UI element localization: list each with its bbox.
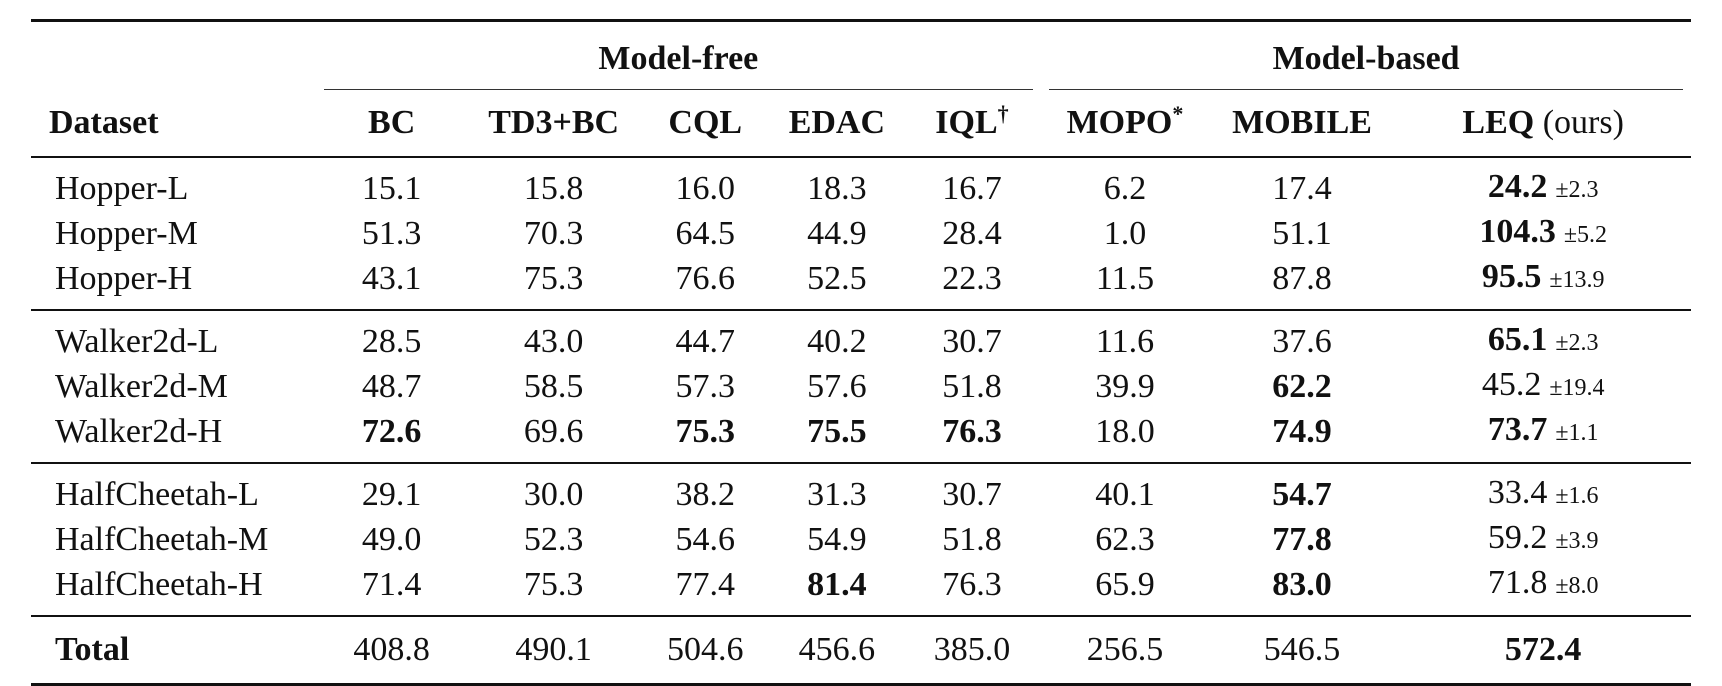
value-cell: 28.4 (942, 214, 1002, 252)
mopo-star-mark: * (1172, 101, 1184, 126)
col-header-cql: CQL (668, 104, 743, 141)
leq-std: ±2.3 (1555, 330, 1599, 356)
leq-value: 59.2 (1487, 519, 1548, 556)
leq-cell (1395, 463, 1691, 517)
table-row (31, 463, 1691, 517)
total-cell: 256.5 (1086, 631, 1164, 668)
mopo-label: MOPO (1066, 104, 1173, 141)
table-row (31, 157, 1691, 211)
total-cell: 504.6 (666, 631, 744, 668)
value-cell: 58.5 (523, 367, 584, 405)
value-cell: 65.9 (1095, 565, 1155, 603)
value-cell: 76.3 (942, 565, 1002, 603)
leq-std: ±1.6 (1555, 483, 1599, 509)
results-table (31, 19, 1691, 686)
dataset-cell: HalfCheetah-M (55, 520, 269, 558)
value-cell: 51.8 (942, 520, 1002, 558)
value-cell: 83.0 (1272, 565, 1332, 603)
total-row (31, 616, 1691, 685)
leq-std: ±8.0 (1555, 573, 1599, 599)
leq-cell (1395, 517, 1691, 562)
group-header-model-based: Model-based (1041, 21, 1691, 91)
value-cell: 30.0 (523, 475, 584, 513)
col-header-mobile: MOBILE (1232, 104, 1372, 141)
value-cell: 15.1 (361, 169, 422, 207)
dataset-cell: HalfCheetah-L (55, 475, 259, 513)
table-row (31, 409, 1691, 463)
value-cell: 37.6 (1272, 322, 1332, 360)
value-cell: 75.3 (523, 565, 584, 603)
dataset-cell: Hopper-M (55, 214, 198, 252)
leq-cell (1395, 211, 1691, 256)
col-header-edac: EDAC (788, 104, 886, 141)
value-cell: 54.6 (675, 520, 735, 558)
value-cell: 51.3 (361, 214, 422, 252)
leq-value: 33.4 (1487, 474, 1548, 511)
total-label: Total (55, 631, 130, 668)
value-cell: 16.0 (675, 169, 735, 207)
value-cell: 43.0 (523, 322, 584, 360)
value-cell: 76.3 (942, 412, 1002, 450)
value-cell: 54.7 (1272, 475, 1332, 513)
leq-std: ±13.9 (1549, 267, 1605, 293)
col-header-leq (1395, 90, 1691, 157)
col-header-bc: BC (368, 104, 416, 141)
value-cell: 43.1 (361, 259, 422, 297)
value-cell: 11.6 (1095, 322, 1155, 360)
col-header-dataset: Dataset (49, 104, 159, 141)
value-cell: 62.3 (1095, 520, 1155, 558)
value-cell: 76.6 (675, 259, 735, 297)
dataset-cell: Hopper-L (55, 169, 189, 207)
value-cell: 52.5 (807, 259, 867, 297)
leq-std: ±1.1 (1555, 420, 1599, 446)
total-cell: 408.8 (353, 631, 430, 668)
value-cell: 18.0 (1095, 412, 1155, 450)
total-cell: 490.1 (515, 631, 592, 668)
iql-label: IQL (935, 104, 998, 141)
value-cell: 11.5 (1095, 259, 1155, 297)
value-cell: 72.6 (361, 412, 422, 450)
leq-std: ±5.2 (1563, 222, 1607, 248)
value-cell: 39.9 (1095, 367, 1155, 405)
value-cell: 75.3 (675, 412, 735, 450)
value-cell: 69.6 (523, 412, 584, 450)
leq-value: 24.2 (1487, 168, 1548, 205)
leq-value: 95.5 (1481, 258, 1542, 295)
value-cell: 57.3 (675, 367, 735, 405)
value-cell: 75.5 (807, 412, 867, 450)
value-cell: 30.7 (942, 322, 1002, 360)
value-cell: 15.8 (523, 169, 584, 207)
dataset-cell: HalfCheetah-H (55, 565, 263, 603)
leq-cell (1395, 409, 1691, 463)
column-header-row (31, 90, 1691, 157)
col-header-td3bc: TD3+BC (488, 104, 620, 141)
value-cell: 62.2 (1272, 367, 1332, 405)
table-row (31, 211, 1691, 256)
value-cell: 48.7 (361, 367, 422, 405)
value-cell: 28.5 (361, 322, 422, 360)
iql-dagger-mark: † (997, 101, 1009, 126)
halfcheetah-block (31, 463, 1691, 616)
leq-cell (1395, 562, 1691, 616)
value-cell: 87.8 (1272, 259, 1332, 297)
hopper-block (31, 157, 1691, 310)
leq-value: 71.8 (1487, 564, 1548, 601)
value-cell: 70.3 (523, 214, 584, 252)
value-cell: 38.2 (675, 475, 735, 513)
value-cell: 74.9 (1272, 412, 1332, 450)
value-cell: 31.3 (807, 475, 867, 513)
value-cell: 81.4 (807, 565, 867, 603)
table-row (31, 310, 1691, 364)
value-cell: 29.1 (361, 475, 422, 513)
dataset-cell: Walker2d-H (55, 412, 223, 450)
leq-cell (1395, 364, 1691, 409)
leq-cell (1395, 256, 1691, 310)
dataset-cell: Walker2d-L (55, 322, 219, 360)
leq-value: 73.7 (1487, 411, 1548, 448)
col-header-iql (903, 90, 1041, 157)
leq-ours-label: (ours) (1542, 104, 1624, 141)
value-cell: 6.2 (1103, 169, 1147, 207)
value-cell: 49.0 (361, 520, 422, 558)
total-cell: 385.0 (933, 631, 1011, 668)
value-cell: 77.4 (675, 565, 735, 603)
col-header-mopo (1041, 90, 1209, 157)
value-cell: 40.2 (807, 322, 867, 360)
total-cell: 572.4 (1504, 631, 1582, 668)
value-cell: 44.7 (675, 322, 735, 360)
value-cell: 17.4 (1272, 169, 1332, 207)
value-cell: 71.4 (361, 565, 422, 603)
leq-value: 104.3 (1479, 213, 1556, 250)
table-row (31, 256, 1691, 310)
group-header-model-free: Model-free (316, 21, 1042, 91)
leq-cell (1395, 157, 1691, 211)
value-cell: 77.8 (1272, 520, 1332, 558)
value-cell: 40.1 (1095, 475, 1155, 513)
value-cell: 75.3 (523, 259, 584, 297)
leq-std: ±2.3 (1555, 177, 1599, 203)
leq-std: ±19.4 (1549, 375, 1605, 401)
leq-label: LEQ (1462, 104, 1535, 141)
leq-cell (1395, 310, 1691, 364)
dataset-cell: Walker2d-M (55, 367, 228, 405)
value-cell: 44.9 (807, 214, 867, 252)
value-cell: 1.0 (1103, 214, 1147, 252)
leq-value: 65.1 (1487, 321, 1548, 358)
total-cell: 456.6 (798, 631, 876, 668)
value-cell: 51.1 (1272, 214, 1332, 252)
value-cell: 18.3 (807, 169, 867, 207)
value-cell: 64.5 (675, 214, 735, 252)
dataset-cell: Hopper-H (55, 259, 193, 297)
table-row (31, 562, 1691, 616)
table-row (31, 517, 1691, 562)
value-cell: 16.7 (942, 169, 1002, 207)
total-cell: 546.5 (1263, 631, 1341, 668)
walker2d-block (31, 310, 1691, 463)
value-cell: 22.3 (942, 259, 1002, 297)
value-cell: 57.6 (807, 367, 867, 405)
total-block (31, 616, 1691, 685)
value-cell: 51.8 (942, 367, 1002, 405)
leq-value: 45.2 (1481, 366, 1542, 403)
table-row (31, 364, 1691, 409)
value-cell: 54.9 (807, 520, 867, 558)
value-cell: 52.3 (523, 520, 584, 558)
value-cell: 30.7 (942, 475, 1002, 513)
group-header-row (31, 21, 1691, 91)
leq-std: ±3.9 (1555, 528, 1599, 554)
